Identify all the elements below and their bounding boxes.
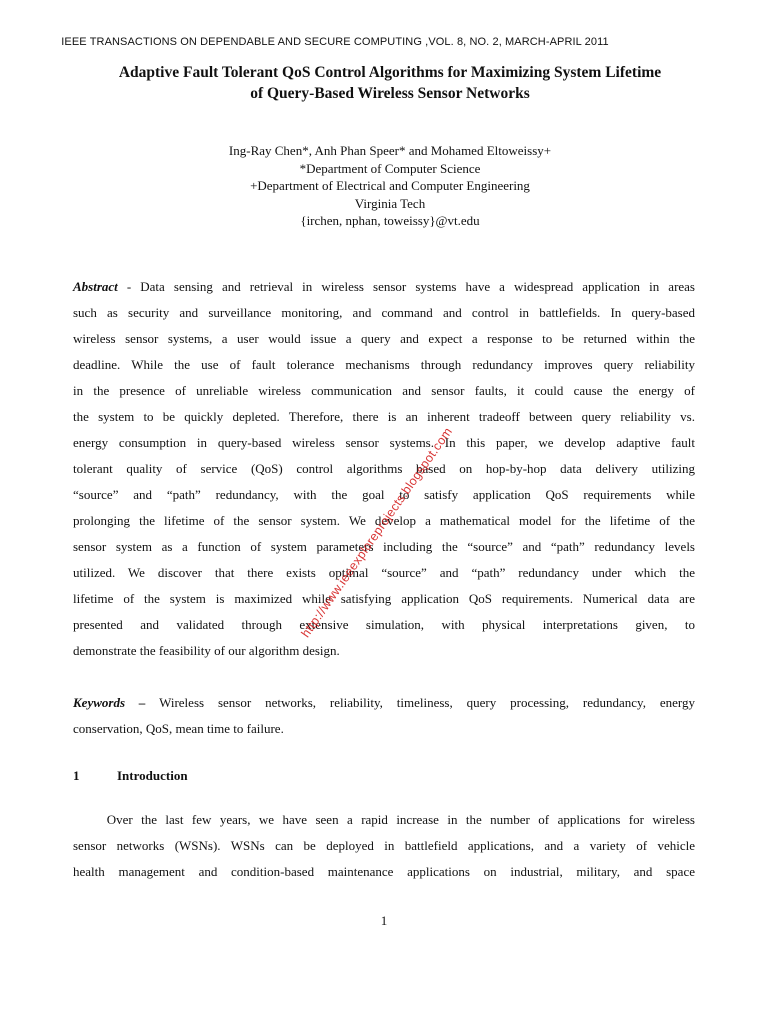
author-names: Ing-Ray Chen*, Anh Phan Speer* and Mohamed Eltoweissy+ — [228, 143, 552, 158]
intro-line — [73, 807, 695, 833]
author-block — [80, 142, 700, 230]
abstract-line — [73, 274, 695, 300]
intro-line-text: Over the last few years, we have seen a rapid increase in the number of applications for wireless — [106, 812, 695, 827]
abstract-line: energy consumption in query-based wireless sensor systems. In this paper, we develop adaptive fault — [73, 435, 695, 450]
keywords — [73, 690, 695, 742]
abstract-line: lifetime of the system is maximized while satisfying application QoS requirements. Numerical data are — [73, 591, 695, 606]
author-emails: {irchen, nphan, toweissy}@vt.edu — [300, 213, 480, 228]
abstract-line-text: - Data sensing and retrieval in wireless sensor systems have a widespread application in areas — [117, 279, 695, 294]
abstract — [73, 274, 695, 664]
keywords-line: conservation, QoS, mean time to failure. — [73, 721, 284, 736]
introduction-text — [73, 807, 695, 885]
section-heading — [73, 768, 188, 784]
abstract-line: utilized. We discover that there exists optimal “source” and “path” redundancy under which the — [73, 565, 695, 580]
title-line-2: of Query-Based Wireless Sensor Networks — [250, 85, 530, 102]
intro-line: sensor networks (WSNs). WSNs can be deployed in battlefield applications, and a variety of vehicle — [73, 838, 695, 853]
watermark-link[interactable]: http://www.ieeexploreprojects.blogspot.com — [298, 424, 456, 641]
section-number: 1 — [73, 768, 80, 783]
title-line-1: Adaptive Fault Tolerant QoS Control Algorithms for Maximizing System Lifetime — [118, 64, 662, 81]
keywords-line-text: Wireless sensor networks, reliability, timeliness, query processing, redundancy, energy — [145, 695, 695, 710]
abstract-text — [73, 274, 695, 664]
abstract-line: tolerant quality of service (QoS) control algorithms based on hop-by-hop data delivery utilizing — [73, 461, 695, 476]
abstract-line: demonstrate the feasibility of our algorithm design. — [73, 643, 340, 658]
abstract-line: “source” and “path” redundancy, with the goal to satisfy application QoS requirements while — [73, 487, 695, 502]
abstract-label: Abstract — [73, 279, 118, 294]
keywords-text — [73, 690, 695, 742]
intro-line: health management and condition-based maintenance applications on industrial, military, and space — [73, 864, 695, 879]
keywords-label: Keywords – — [73, 695, 146, 710]
paper-title — [60, 62, 720, 104]
abstract-line: wireless sensor systems, a user would issue a query and expect a response to be returned within the — [73, 331, 695, 346]
abstract-line: the system to be quickly depleted. Therefore, there is an inherent tradeoff between query reliability vs. — [73, 409, 695, 424]
abstract-line: presented and validated through extensive simulation, with physical interpretations given, to — [73, 617, 695, 632]
affiliation-ece: +Department of Electrical and Computer Engineering — [250, 178, 530, 193]
keywords-line — [73, 690, 695, 716]
section-title: Introduction — [117, 768, 188, 783]
affiliation-cs: *Department of Computer Science — [299, 160, 481, 176]
abstract-line: such as security and surveillance monitoring, and command and control in battlefields. In query-based — [73, 305, 695, 320]
introduction-body — [73, 807, 695, 885]
page-number: 1 — [380, 913, 388, 928]
journal-header: IEEE TRANSACTIONS ON DEPENDABLE AND SECURE COMPUTING ,VOL. 8, NO. 2, MARCH-APRIL 2011 — [61, 36, 609, 48]
institution: Virginia Tech — [354, 195, 426, 211]
abstract-line: sensor system as a function of system parameters including the “source” and “path” redundancy levels — [73, 539, 695, 554]
abstract-line: deadline. While the use of fault tolerance mechanisms through redundancy improves query reliability — [73, 357, 695, 372]
abstract-line: prolonging the lifetime of the sensor system. We develop a mathematical model for the lifetime of the — [73, 513, 695, 528]
abstract-line: in the presence of unreliable wireless communication and sensor faults, it could cause the energy of — [73, 383, 695, 398]
